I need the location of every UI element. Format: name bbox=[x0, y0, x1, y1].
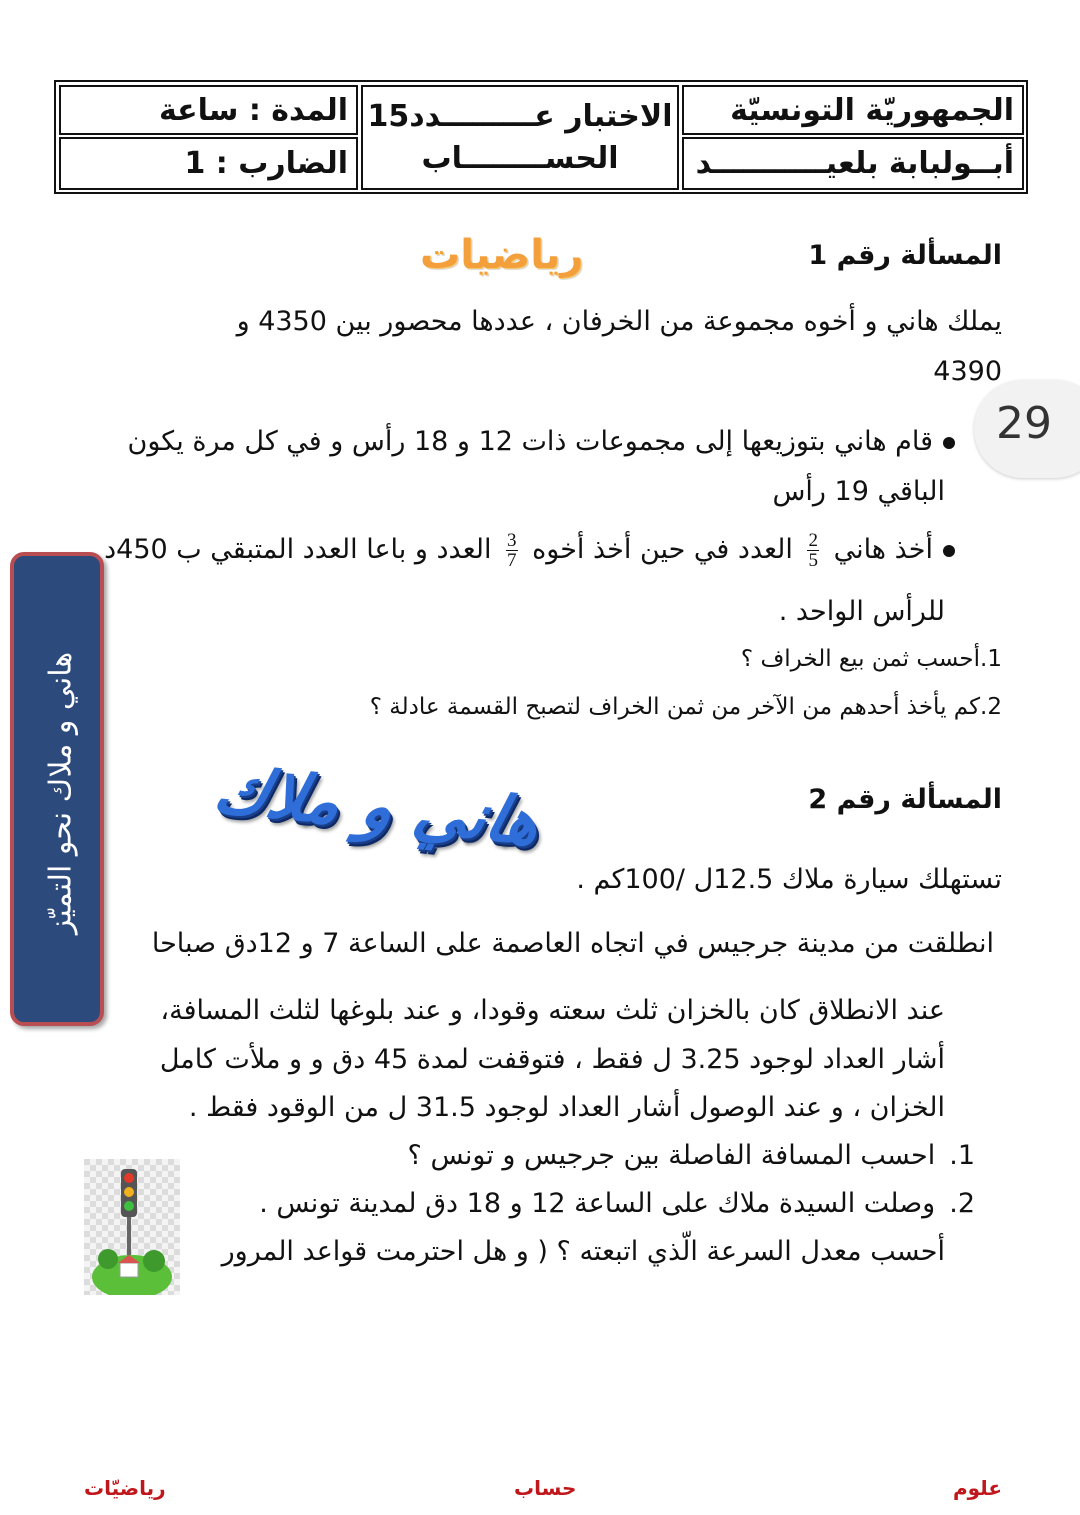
question-number: 1. bbox=[949, 1140, 975, 1171]
problem2-line4: أشار العداد لوجود 3.25 ل فقط ، فتوقفت لمدة 45 دق و و ملأت كامل bbox=[159, 1044, 945, 1075]
header-duration: المدة : ساعة bbox=[59, 85, 358, 135]
header-country: الجمهوريّة التونسيّة bbox=[682, 85, 1024, 135]
problem2-line1: تستهلك سيارة ملاك 12.5ل /100كم . bbox=[576, 864, 1002, 895]
header-school: أبــولبابة بلعيـــــــــــد bbox=[682, 137, 1024, 190]
footer-science: علوم bbox=[952, 1476, 1002, 1500]
header-test-title: الاختبار عـــــــــدد15 bbox=[367, 98, 673, 134]
bullet2-text-part2: العدد في حين أخذ أخوه bbox=[532, 534, 793, 565]
question-text: وصلت السيدة ملاك على الساعة 12 و 18 دق لمدينة تونس . bbox=[259, 1188, 936, 1219]
problem1-title: المسألة رقم 1 bbox=[808, 240, 1002, 271]
fraction-numerator: 3 bbox=[507, 530, 517, 551]
header-coefficient: الضارب : 1 bbox=[59, 137, 358, 190]
header-table bbox=[54, 80, 1028, 194]
problem2-line5: الخزان ، و عند الوصول أشار العداد لوجود 31.5 ل من الوقود فقط . bbox=[188, 1092, 945, 1123]
side-banner-text: هاني و ملاك نحو التميّز bbox=[43, 651, 79, 935]
page-number: 29 bbox=[996, 398, 1052, 449]
side-banner bbox=[10, 552, 104, 1026]
bullet1-text: قام هاني بتوزيعها إلى مجموعات ذات 12 و 18 رأس و في كل مرة يكون bbox=[127, 426, 933, 457]
problem1-question2 bbox=[370, 694, 1002, 720]
math-wordart: رياضيات bbox=[420, 232, 584, 278]
problem2-title: المسألة رقم 2 bbox=[808, 784, 1002, 815]
traffic-light-illustration bbox=[84, 1159, 180, 1295]
question-text: احسب المسافة الفاصلة بين جرجيس و تونس ؟ bbox=[407, 1140, 936, 1171]
problem1-intro-line1: يملك هاني و أخوه مجموعة من الخرفان ، عددها محصور بين 4350 و bbox=[236, 306, 1002, 337]
problem2-line2: انطلقت من مدينة جرجيس في اتجاه العاصمة على الساعة 7 و 12دق صباحا bbox=[151, 928, 994, 959]
question-text: أحسب ثمن بيع الخراف ؟ bbox=[740, 646, 981, 672]
problem1-bullet2-line2: للرأس الواحد . bbox=[778, 596, 945, 627]
header-test-cell bbox=[361, 85, 679, 190]
problem2-question1 bbox=[408, 1140, 975, 1171]
problem2-question2 bbox=[259, 1188, 975, 1219]
bullet-icon bbox=[943, 437, 955, 449]
problem1-bullet1-line2: الباقي 19 رأس bbox=[772, 476, 945, 507]
problem1-question1 bbox=[741, 646, 1002, 672]
header-subject: الحســــــــاب bbox=[421, 140, 619, 176]
page-number-badge bbox=[974, 380, 1080, 478]
bullet-icon bbox=[943, 545, 955, 557]
fraction-two-fifths bbox=[807, 531, 819, 570]
fraction-denominator: 7 bbox=[507, 550, 517, 571]
question-number: 2. bbox=[949, 1188, 975, 1219]
problem1-bullet1-line1 bbox=[128, 426, 955, 457]
question-number: 2. bbox=[980, 694, 1002, 720]
question-text: كم يأخذ أحدهم من الآخر من ثمن الخراف لتصبح القسمة عادلة ؟ bbox=[369, 694, 981, 720]
fraction-denominator: 5 bbox=[808, 550, 818, 571]
footer-mathematics: رياضيّات bbox=[84, 1476, 166, 1500]
problem2-question2-line2: أحسب معدل السرعة الّذي اتبعته ؟ ( و هل احترمت قواعد المرور bbox=[221, 1236, 945, 1267]
names-wordart: هاني و ملاك bbox=[206, 753, 549, 861]
problem1-bullet2-line1 bbox=[104, 531, 955, 570]
footer-arithmetic: حساب bbox=[514, 1476, 577, 1500]
fraction-numerator: 2 bbox=[808, 530, 818, 551]
problem1-intro-line2: 4390 bbox=[933, 356, 1002, 387]
problem2-line3: عند الانطلاق كان بالخزان ثلث سعته وقودا، و عند بلوغها لثلث المسافة، bbox=[160, 995, 945, 1026]
bullet2-text-part1: أخذ هاني bbox=[833, 534, 933, 565]
bullet2-text-part3: العدد و باعا العدد المتبقي ب 450د bbox=[104, 534, 492, 565]
traffic-light-icon bbox=[84, 1159, 180, 1295]
question-number: 1. bbox=[980, 646, 1002, 672]
fraction-three-sevenths bbox=[506, 531, 518, 570]
